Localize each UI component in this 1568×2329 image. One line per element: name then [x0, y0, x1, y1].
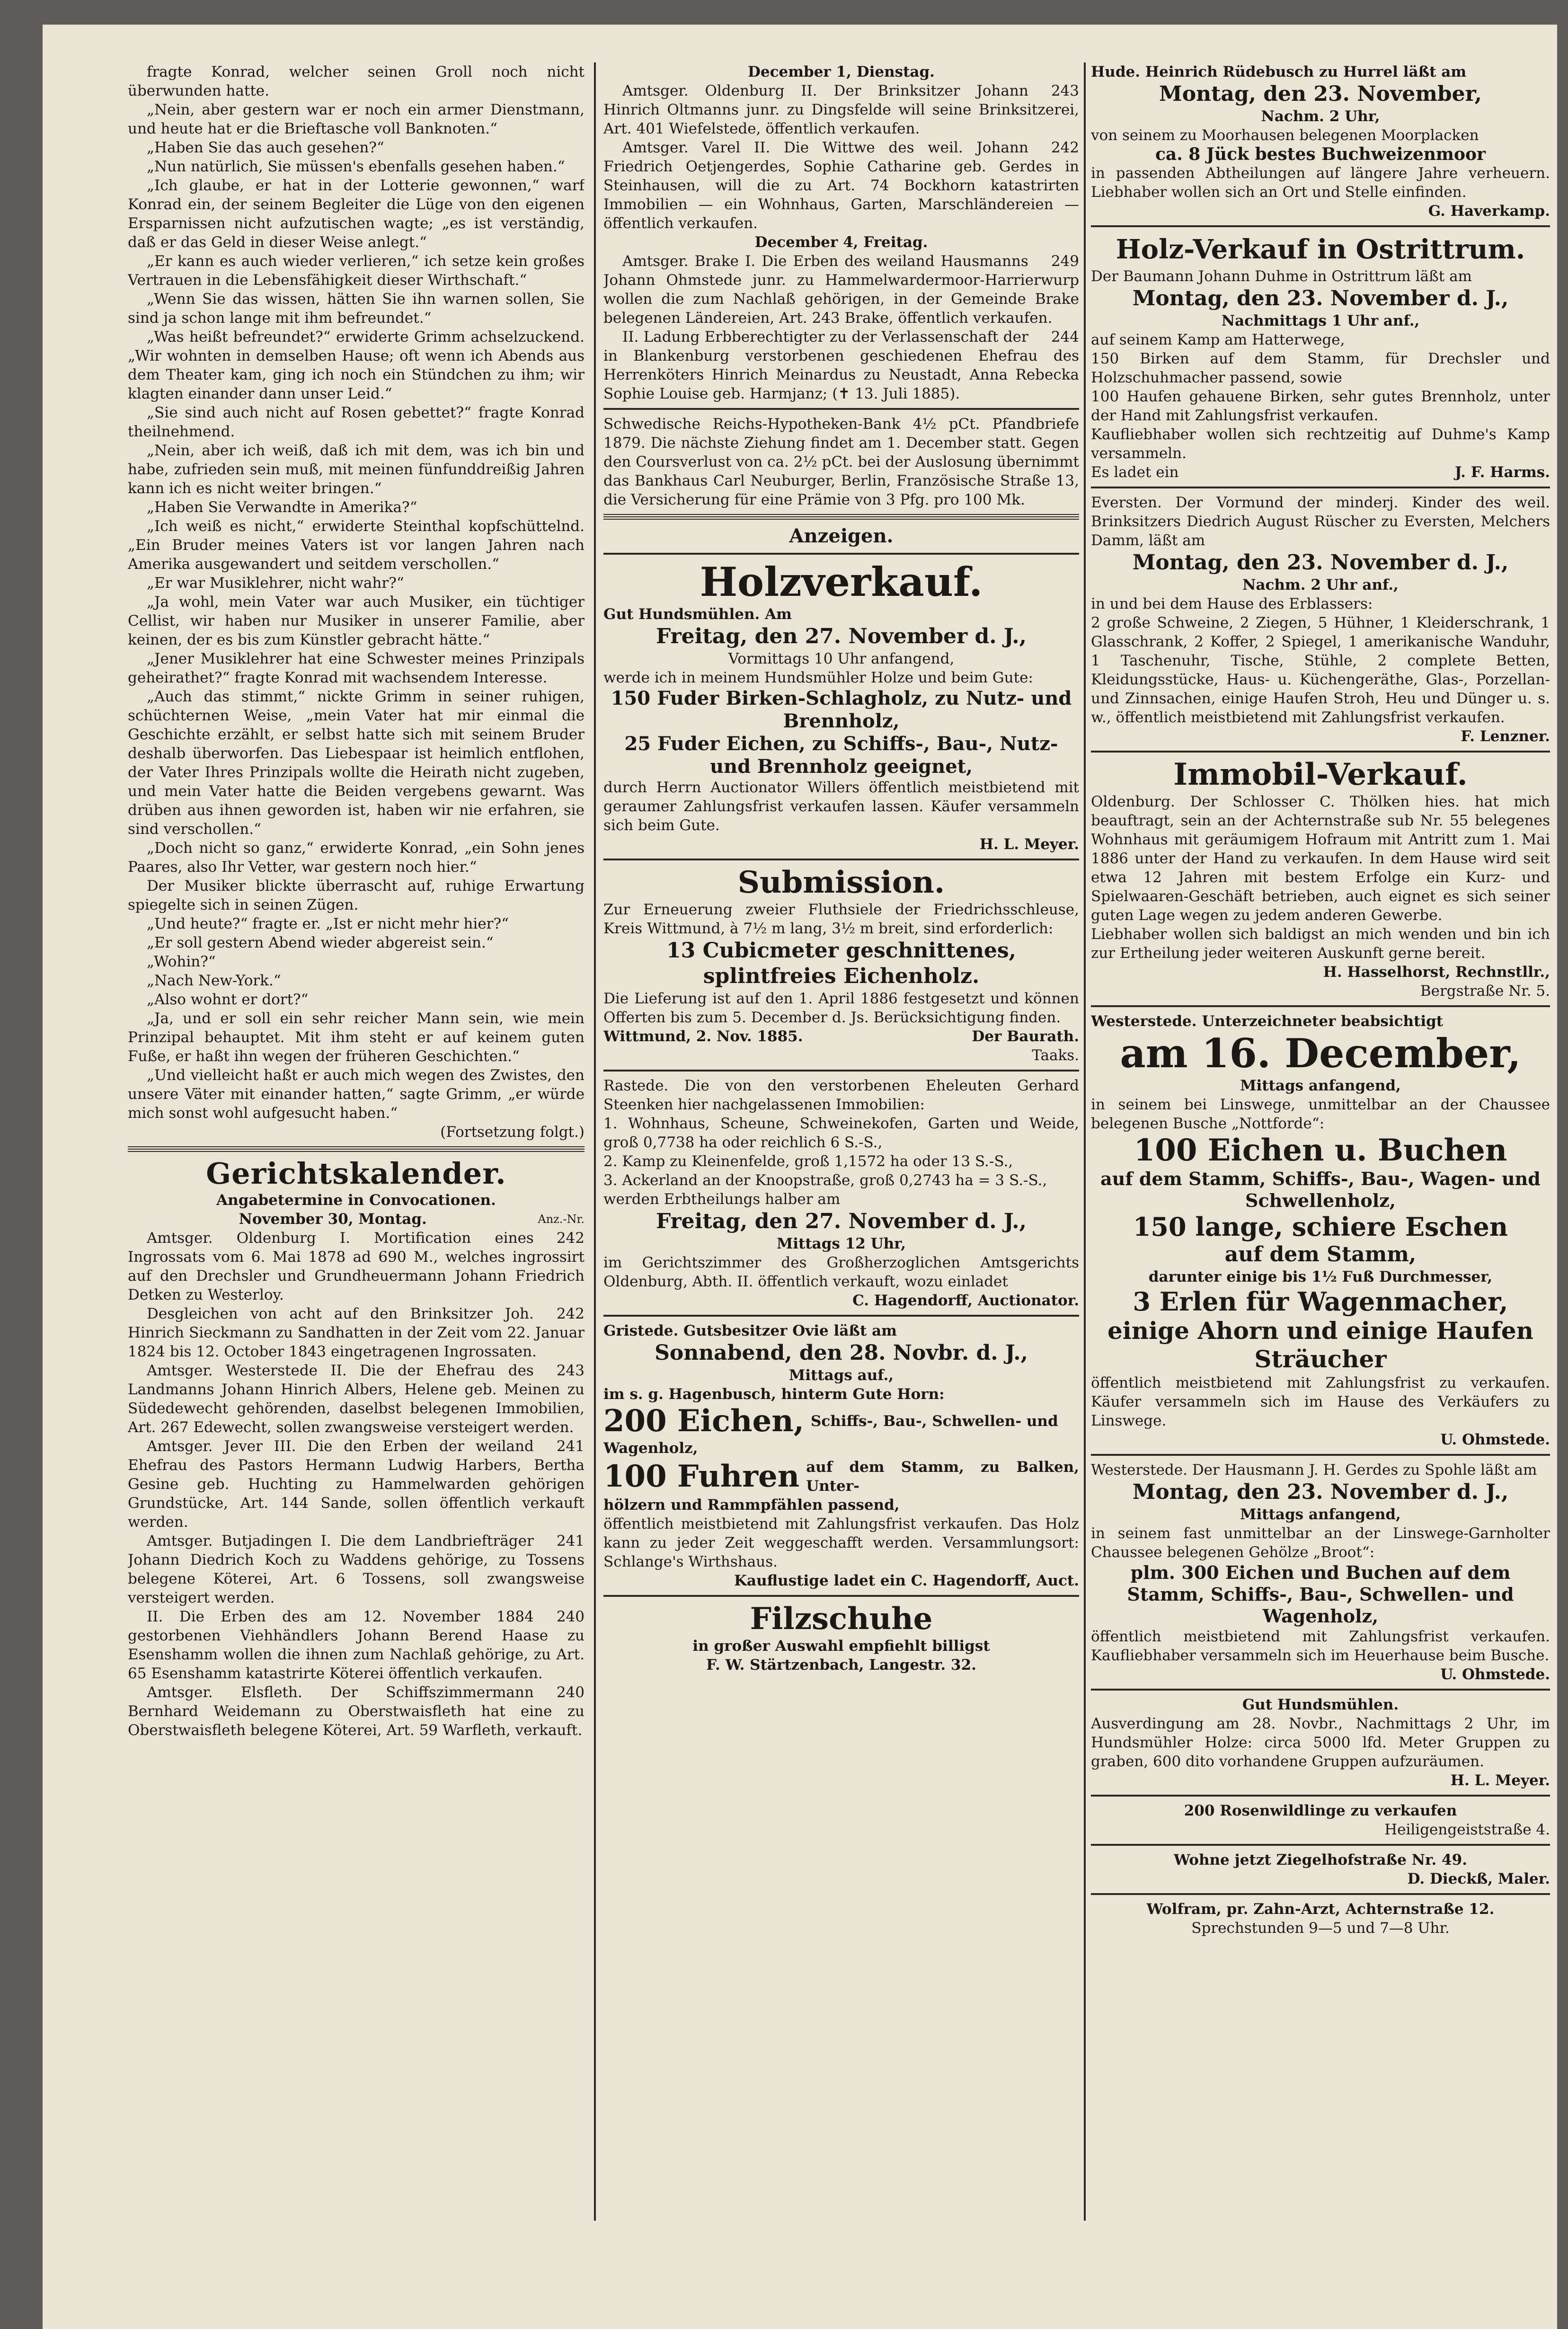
divider — [1091, 1844, 1550, 1846]
paragraph: „Ja wohl, mein Vater war auch Musiker, ein tüchtiger Cellist, wir haben nur Musiker in unserer Familie, aber keinen, der es bis zum Künstler gebracht hätte.“ — [128, 593, 585, 648]
hude-time: Nachm. 2 Uhr, — [1261, 108, 1380, 125]
eversten-items: 2 große Schweine, 2 Ziegen, 5 Hühner, 1 Kleiderschrank, 1 Glasschrank, 2 Koffer, 2 Spiegel, 1 amerikanische Wanduhr, 1 Taschenuhr, Tische, Stühle, 2 complete Betten, Kleidungsstücke, Haus- u. Küchengeräthe, Glas-, Porzellan- und Zinnsachen, einige Haufen Stroh, Heu und Dünger u. s. w., öffentlich meistbietend mit Zahlungsfrist verkaufen. — [1091, 614, 1550, 726]
property-sale-text: Liebhaber wollen sich baldigst an mich wenden und bin ich zur Ertheilung jeder weiteren Auskunft gerne bereit. — [1091, 926, 1550, 962]
divider — [603, 859, 1079, 860]
paragraph: „Sie sind auch nicht auf Rosen gebettet?“ fragte Konrad theilnehmend. — [128, 404, 585, 440]
westerstede-item: darunter einige bis 1½ Fuß Durchmesser, — [1148, 1268, 1493, 1285]
rastede-time: Mittags 12 Uhr, — [776, 1235, 906, 1252]
gristede-item-desc: Schiffs-, Bau-, Schwellen- und — [811, 1413, 1058, 1430]
dentist-ad: Wolfram, pr. Zahn-Arzt, Achternstraße 12. — [1146, 1901, 1495, 1918]
divider — [603, 553, 1079, 555]
westerstede-text: öffentlich meistbietend mit Zahlungsfrist zu verkaufen. Käufer versammeln sich im Hause des Verkäufers zu Linswege. — [1091, 1374, 1550, 1429]
wood-sale-item: 150 Fuder Birken-Schlagholz, zu Nutz- und Brennholz, — [611, 687, 1072, 732]
ostrittrum-text: Kaufliebhaber wollen sich rechtzeitig auf Duhme's Kamp versammeln. — [1091, 426, 1550, 462]
divider — [603, 1595, 1079, 1597]
ostrittrum-item: 100 Haufen gehauene Birken, sehr gutes Brennholz, unter der Hand mit Zahlungsfrist verkaufen. — [1091, 388, 1550, 424]
column-middle — [603, 62, 1079, 2221]
court-date: November 30, Montag. — [239, 1211, 427, 1228]
spohle-text: in seinem fast unmittelbar an der Linswege-Garnholter Chaussee belegenen Gehölze „Broot“: — [1091, 1525, 1550, 1561]
gristede-item-qty: 200 Eichen, — [603, 1403, 804, 1439]
westerstede-item: einige Ahorn und einige Haufen Sträucher — [1107, 1317, 1533, 1373]
submission-item: 13 Cubicmeter geschnittenes, splintfreies Eichenholz. — [666, 939, 1016, 988]
gristede-item-desc: auf dem Stamm, zu Balken, Unter- — [806, 1459, 1079, 1495]
spohle-item: plm. 300 Eichen und Buchen auf dem Stamm, Schiffs-, Bau-, Schwellen- und Wagenholz, — [1127, 1562, 1514, 1627]
paragraph: „Haben Sie Verwandte in Amerika?“ — [147, 499, 417, 516]
column-right — [1091, 62, 1550, 2221]
gristede-item — [603, 1458, 1079, 1496]
westerstede-date: am 16. December, — [1120, 1030, 1521, 1077]
gristede-item-qty: 100 Fuhren — [603, 1459, 800, 1494]
paragraph: Der Musiker blickte überrascht auf, ruhige Erwartung spiegelte sich in seinen Zügen. — [128, 877, 585, 913]
entry-text: Amtsger. Varel II. Die Wittwe des weil. Johann Friedrich Oetjengerdes, Sophie Catharine geb. Gerdes in Steinhausen, will die zu Art. 74 Bockhorn katastrirten Immobilien — ein Wohnhaus, Garten, Marschländereien — öffentlich verkaufen. — [603, 139, 1079, 232]
gristede-text: Gristede. Gutsbesitzer Ovie läßt am — [603, 1322, 897, 1339]
court-entry — [603, 252, 1079, 328]
entry-number: 243 — [1051, 82, 1079, 99]
property-sale-signature: H. Hasselhorst, Rechnstllr., — [1323, 964, 1550, 981]
wood-sale-title: Holzverkauf. — [700, 558, 983, 605]
paragraph: „Haben Sie das auch gesehen?“ — [147, 139, 384, 156]
court-entry — [128, 1607, 585, 1683]
gristede-item — [603, 1404, 1079, 1439]
paragraph: „Ich weiß es nicht,“ erwiderte Steinthal kopfschüttelnd. „Ein Bruder meines Vaters ist vor langen Jahren nach Amerika ausgewandert und seitdem verschollen.“ — [128, 518, 585, 573]
entry-text: Amtsger. Oldenburg I. Mortification eines Ingrossats vom 6. Mai 1878 ad 690 M., welches ingrossirt auf den Drechsler und Grundheuermann Johann Friedrich Detken zu Westerloy. — [128, 1230, 585, 1303]
eversten-date: Montag, den 23. November d. J., — [1132, 550, 1509, 575]
entry-text: Amtsger. Brake I. Die Erben des weiland Hausmanns Johann Ohmstede junr. zu Hammelwardermoor-Harrierwurp wollen die zum Nachlaß gehörigen, in der Gemeinde Brake belegenen Ländereien, Art. 243 Brake, öffentlich verkaufen. — [603, 253, 1079, 327]
gristede-signature: Kauflustige ladet ein C. Hagendorff, Auct. — [734, 1572, 1079, 1589]
hundsmuehlen-signature: H. L. Meyer. — [1450, 1772, 1550, 1789]
rastede-text: werden Erbtheilungs halber am — [603, 1191, 841, 1208]
entry-number: 240 — [556, 1684, 585, 1701]
paragraph: „Nach New-York.“ — [147, 972, 281, 989]
divider — [1091, 1893, 1550, 1895]
hude-text: in passenden Abtheilungen auf längere Jahre verheuern. Liebhaber wollen sich an Ort und Stelle einfinden. — [1091, 165, 1550, 201]
gristede-text: öffentlich meistbietend mit Zahlungsfrist verkaufen. Das Holz kann zu jeder Zeit weggeschafft werden. Versammlungsort: Schlange's Wirthshaus. — [603, 1515, 1079, 1570]
divider — [1091, 487, 1550, 488]
westerstede-text: Westerstede. Unterzeichneter beabsichtigt — [1091, 1013, 1444, 1030]
serial-story — [128, 62, 585, 1123]
roses-ad: 200 Rosenwildlinge zu verkaufen — [1184, 1802, 1457, 1819]
property-sale-title: Immobil-Verkauf. — [1173, 757, 1468, 792]
entry-text: Desgleichen von acht auf den Brinksitzer Joh. Hinrich Sieckmann zu Sandhatten in der Zeit vom 22. Januar 1824 bis 12. October 1843 eingetragenen Ingrossaten. — [128, 1305, 585, 1360]
wood-sale-line: Gut Hundsmühlen. Am — [603, 606, 792, 623]
wood-sale-signature: H. L. Meyer. — [979, 836, 1079, 853]
divider — [1091, 1005, 1550, 1007]
divider — [128, 1146, 585, 1152]
wood-sale-item: 25 Fuder Eichen, zu Schiffs-, Bau-, Nutz- und Brennholz geeignet, — [624, 733, 1058, 778]
court-calendar-subtitle: Angabetermine in Convocationen. — [216, 1192, 496, 1209]
rastede-text: im Gerichtszimmer des Großherzoglichen Amtsgerichts Oldenburg, Abth. II. öffentlich verkauft, wozu einladet — [603, 1254, 1079, 1290]
property-sale-address: Bergstraße Nr. 5. — [1420, 983, 1550, 1000]
hude-item: ca. 8 Jück bestes Buchweizenmoor — [1155, 144, 1486, 164]
dentist-hours: Sprechstunden 9—5 und 7—8 Uhr. — [1191, 1920, 1450, 1937]
eversten-signature: F. Lenzner. — [1461, 728, 1550, 745]
moved-ad: Wohne jetzt Ziegelhofstraße Nr. 49. — [1174, 1851, 1467, 1869]
westerstede-time: Mittags anfangend, — [1240, 1077, 1401, 1094]
entry-number: 249 — [1051, 253, 1079, 270]
rastede-items — [603, 1114, 1079, 1190]
column-left — [128, 62, 585, 2221]
divider — [603, 1070, 1079, 1072]
paragraph: „Doch nicht so ganz,“ erwiderte Konrad, „ein Sohn jenes Paares, also Ihr Vetter, war gestern noch hier.“ — [128, 840, 585, 876]
hundsmuehlen-text: Ausverdingung am 28. Novbr., Nachmittags 2 Uhr, im Hundsmühler Holze: circa 5000 lfd. Meter Gruppen zu graben, 600 dito vorhandene Gruppen aufzuräumen. — [1091, 1715, 1550, 1770]
westerstede-text: in seinem bei Linswege, unmittelbar an der Chaussee belegenen Busche „Nottforde“: — [1091, 1096, 1550, 1132]
paragraph: „Wenn Sie das wissen, hätten Sie ihn warnen sollen, Sie sind ja schon lange mit ihm befreundet.“ — [128, 291, 585, 327]
court-entry — [128, 1532, 585, 1607]
rastede-text: Rastede. Die von den verstorbenen Eheleuten Gerhard Steenken hier nachgelassenen Immobilien: — [603, 1077, 1079, 1113]
gristede-text: im s. g. Hagenbusch, hinterm Gute Horn: — [603, 1386, 945, 1403]
entry-text: II. Die Erben des am 12. November 1884 gestorbenen Viehhändlers Johann Berend Haase zu Esenshamm wollen die ihnen zum Nachlaß gehörige, zu Art. 65 Esenshamm katastrirte Köterei öffentlich verkaufen. — [128, 1608, 585, 1682]
entry-number: 242 — [556, 1230, 585, 1247]
divider — [1091, 1689, 1550, 1691]
entry-number: 241 — [556, 1438, 585, 1455]
court-date-note: Anz.-Nr. — [538, 1213, 585, 1226]
wood-sale-date: Freitag, den 27. November d. J., — [656, 624, 1027, 648]
hude-text: Hude. Heinrich Rüdebusch zu Hurrel läßt am — [1091, 63, 1467, 80]
eversten-time: Nachm. 2 Uhr anf., — [1242, 576, 1399, 593]
paragraph: „Und vielleicht haßt er auch mich wegen des Zwistes, den unsere Väter mit einander hatten,“ sagte Grimm, „er würde mich sonst wohl aufgesucht haben.“ — [128, 1067, 585, 1122]
paragraph: „Ich glaube, er hat in der Lotterie gewonnen,“ warf Konrad ein, der seinem Begleiter die Lüge von den eigenen Ersparnissen nicht aufzutischen wagte; „es ist verständig, daß er das Geld in dieser Weise anlegt.“ — [128, 177, 585, 251]
paragraph: 3. Ackerland an der Knoopstraße, groß 0,2743 ha = 3 S.-S., — [603, 1172, 1047, 1189]
paragraph: „Ja, und er soll ein sehr reicher Mann sein, wie mein Prinzipal behauptet. Mit ihm steht er auf keinem guten Fuße, er haßt ihn wegen der früheren Geschichten.“ — [128, 1010, 585, 1065]
submission-sign: Taaks. — [1032, 1047, 1079, 1064]
divider — [1091, 1795, 1550, 1797]
spohle-signature: U. Ohmstede. — [1440, 1666, 1550, 1683]
hude-date: Montag, den 23. November, — [1159, 82, 1482, 106]
entry-number: 244 — [1051, 328, 1079, 345]
divider — [603, 514, 1079, 520]
ostrittrum-title: Holz-Verkauf in Ostrittrum. — [1116, 234, 1525, 265]
entry-text: Amtsger. Westerstede II. Die der Ehefrau des Landmanns Johann Hinrich Albers, Helene geb. Meinen zu Südedewecht gehörenden, daselbst belegenen Immobilien, Art. 267 Edewecht, sollen zwangsweise versteigert werden. — [128, 1362, 585, 1436]
spohle-text: öffentlich meistbietend mit Zahlungsfrist verkaufen. Kaufliebhaber versammeln sich im Heuerhause beim Busche. — [1091, 1628, 1550, 1664]
eversten-text: in und bei dem Hause des Erblassers: — [1091, 595, 1373, 612]
ostrittrum-sign-label: Es ladet ein — [1091, 464, 1179, 481]
court-entry — [128, 1683, 585, 1740]
paragraph: „Und heute?“ fragte er. „Ist er nicht mehr hier?“ — [147, 915, 509, 932]
story-continued: (Fortsetzung folgt.) — [440, 1124, 585, 1141]
wood-sale-time: Vormittags 10 Uhr anfangend, — [728, 650, 955, 667]
ostrittrum-text: Der Baumann Johann Duhme in Ostrittrum läßt am — [1091, 268, 1472, 285]
entry-number: 240 — [556, 1608, 585, 1625]
westerstede-item: auf dem Stamm, — [1224, 1242, 1417, 1266]
court-entry — [603, 328, 1079, 403]
court-calendar-title: Gerichtskalender. — [206, 1156, 506, 1191]
court-date: December 1, Dienstag. — [748, 63, 935, 80]
spohle-text: Westerstede. Der Hausmann J. H. Gerdes zu Spohle läßt am — [1091, 1461, 1537, 1479]
submission-sign-row — [603, 1027, 1079, 1046]
paragraph: „Auch das stimmt,“ nickte Grimm in seiner ruhigen, schüchternen Weise, „mein Vater hat mir einmal die Geschichte erzählt, er selbst hatte sich mit seinem Bruder deshalb überworfen. Das Liebespaar ist heimlich entflohen, der Vater Ihres Prinzipals wollte die Heirath nicht zugeben, und mein Vater hatte die Beiden vergebens gewarnt. Was drüben aus ihnen geworden ist, haben wir nie erfahren, sie sind verschollen.“ — [128, 688, 585, 838]
divider — [1091, 1454, 1550, 1456]
ostrittrum-date: Montag, den 23. November d. J., — [1132, 286, 1509, 310]
westerstede-signature: U. Ohmstede. — [1440, 1431, 1550, 1448]
westerstede-item: 100 Eichen u. Buchen — [1134, 1133, 1507, 1168]
submission-place: Wittmund, 2. Nov. 1885. — [603, 1028, 803, 1045]
entry-text: Amtsger. Butjadingen I. Die dem Landbriefträger Johann Diedrich Koch zu Waddens gehörige, zu Tossens belegene Köterei, Art. 6 Tossens, soll zwangsweise versteigert werden. — [128, 1532, 585, 1606]
entry-text: II. Ladung Erbberechtigter zu der Verlassenschaft der in Blankenburg verstorbenen geschiedenen Ehefrau des Herrenköters Hinrich Meinardus zu Neustadt, Anna Rebecka Sophie Louise geb. Harmjanz; (✝ 13. Juli 1885). — [603, 328, 1079, 402]
ostrittrum-time: Nachmittags 1 Uhr anf., — [1221, 312, 1420, 329]
spohle-date: Montag, den 23. November d. J., — [1132, 1480, 1509, 1504]
hude-text: von seinem zu Moorhausen belegenen Moorplacken — [1091, 127, 1479, 144]
court-entry — [603, 81, 1079, 138]
ads-heading: Anzeigen. — [789, 525, 894, 547]
rastede-date: Freitag, den 27. November d. J., — [656, 1209, 1027, 1233]
entry-number: 241 — [556, 1532, 585, 1550]
court-entry — [128, 1437, 585, 1532]
submission-text: Die Lieferung ist auf den 1. April 1886 festgesetzt und können Offerten bis zum 5. December d. Js. Berücksichtigung finden. — [603, 990, 1079, 1026]
felt-shoes-text: in großer Auswahl empfiehlt billigst — [692, 1638, 990, 1655]
gristede-date: Sonnabend, den 28. Novbr. d. J., — [655, 1341, 1028, 1365]
eversten-text: Eversten. Der Vormund der minderj. Kinder des weil. Brinksitzers Diedrich August Rüscher zu Eversten, Melchers Damm, läßt am — [1091, 494, 1550, 549]
entry-number: 242 — [556, 1305, 585, 1322]
ostrittrum-text: auf seinem Kamp am Hatterwege, — [1091, 331, 1345, 348]
entry-number: 243 — [556, 1362, 585, 1379]
felt-shoes-signature: F. W. Stärtzenbach, Langestr. 32. — [706, 1656, 976, 1674]
entry-text: Amtsger. Elsfleth. Der Schiffszimmermann Bernhard Weidemann zu Oberstwaisfleth hat eine zu Oberstwaisfleth belegene Köterei, Art. 59 Warfleth, verkauft. — [128, 1684, 585, 1739]
paragraph: „Nein, aber gestern war er noch ein armer Dienstmann, und heute hat er die Brieftasche voll Banknoten.“ — [128, 101, 585, 137]
bank-notice: Schwedische Reichs-Hypotheken-Bank 4½ pCt. Pfandbriefe 1879. Die nächste Ziehung findet am 1. December statt. Gegen den Coursverlust von ca. 2½ pCt. bei der Auslosung übernimmt das Bankhaus Carl Neuburger, Berlin, Französische Straße 13, die Versicherung für eine Prämie von 3 Pfg. pro 100 Mk. — [603, 416, 1079, 508]
westerstede-item: 150 lange, schiere Eschen — [1133, 1212, 1508, 1242]
paragraph: „Also wohnt er dort?“ — [147, 991, 309, 1008]
court-date: December 4, Freitag. — [754, 234, 928, 251]
court-entries — [603, 252, 1079, 403]
submission-sign: Der Baurath. — [972, 1028, 1079, 1045]
paragraph: fragte Konrad, welcher seinen Groll noch nicht überwunden hatte. — [128, 63, 585, 99]
gristede-item-desc: Wagenholz, — [603, 1440, 698, 1457]
paragraph: „Jener Musiklehrer hat eine Schwester meines Prinzipals geheirathet?“ fragte Konrad mit wachsendem Interesse. — [128, 650, 585, 686]
entry-number: 242 — [1051, 139, 1079, 156]
court-entry — [128, 1304, 585, 1361]
roses-address: Heiligengeiststraße 4. — [1384, 1821, 1550, 1838]
divider — [603, 408, 1079, 410]
westerstede-item: 3 Erlen für Wagenmacher, — [1133, 1286, 1508, 1317]
column-rule — [1084, 62, 1086, 2221]
court-entry — [128, 1229, 585, 1304]
felt-shoes-title: Filzschuhe — [750, 1601, 933, 1637]
wood-sale-text: werde ich in meinem Hundsmühler Holze und beim Gute: — [603, 669, 1033, 686]
westerstede-item: auf dem Stamm, Schiffs-, Bau-, Wagen- und Schwellenholz, — [1100, 1168, 1541, 1211]
property-sale-text: Oldenburg. Der Schlosser C. Thölken hies. hat mich beauftragt, sein an der Achternstraße sub Nr. 55 belegenes Wohnhaus mit geräumigem Hofraum mit Antritt zum 1. Mai 1886 unter der Hand zu verkaufen. In dem Hause wird seit etwa 12 Jahren mit bestem Erfolge ein Kurz- und Spielwaaren-Geschäft betrieben, auch eignet es sich seiner guten Lage wegen zu jedem anderen Gewerbe. — [1091, 793, 1550, 924]
hude-signature: G. Haverkamp. — [1428, 203, 1550, 220]
court-date-row — [128, 1210, 585, 1229]
court-entry — [128, 1361, 585, 1437]
submission-title: Submission. — [737, 865, 945, 900]
gristede-time: Mittags auf., — [788, 1367, 894, 1384]
court-entries — [603, 81, 1079, 233]
paragraph: 1. Wohnhaus, Scheune, Schweinekofen, Garten und Weide, groß 0,7738 ha oder reichlich 6 S.-S., — [603, 1115, 1079, 1151]
submission-text: Zur Erneuerung zweier Fluthsiele der Friedrichsschleuse, Kreis Wittmund, à 7½ m lang, 3½ m breit, sind erforderlich: — [603, 901, 1079, 937]
ostrittrum-sign-row — [1091, 463, 1550, 482]
paragraph: „Wohin?“ — [147, 953, 216, 970]
paragraph: „Er kann es auch wieder verlieren,“ ich setze kein großes Vertrauen in die Lebensfähigkeit dieser Wirthschaft.“ — [128, 253, 585, 289]
hundsmuehlen-title: Gut Hundsmühlen. — [1242, 1696, 1399, 1713]
paragraph: „Nein, aber ich weiß, daß ich mit dem, was ich bin und habe, zufrieden sein muß, mit meinen fünfunddreißig Jahren kann ich es nicht weiter bringen.“ — [128, 442, 585, 497]
entry-text: Amtsger. Oldenburg II. Der Brinksitzer Johann Hinrich Oltmanns junr. zu Dingsfelde will seine Brinksitzerei, Art. 401 Wiefelstede, öffentlich verkaufen. — [603, 82, 1079, 137]
entry-text: Amtsger. Jever III. Die den Erben der weiland Ehefrau des Pastors Hermann Ludwig Harbers, Bertha Gesine geb. Huchting zu Hammelwarden gehörigen Grundstücke, Art. 144 Sande, sollen öffentlich verkauft werden. — [128, 1438, 585, 1531]
paragraph: „Was heißt befreundet?“ erwiderte Grimm achselzuckend. „Wir wohnten in demselben Hause; oft wenn ich Abends aus dem Theater kam, ging ich noch ein Stündchen zu ihm; wir klagten einander dann unser Leid.“ — [128, 328, 585, 402]
newspaper-page — [43, 25, 1557, 2329]
paragraph: „Nun natürlich, Sie müssen's ebenfalls gesehen haben.“ — [147, 158, 565, 175]
rastede-signature: C. Hagendorff, Auctionator. — [852, 1292, 1079, 1309]
ostrittrum-signature: J. F. Harms. — [1454, 464, 1550, 481]
court-entry — [603, 138, 1079, 233]
divider — [1091, 751, 1550, 753]
column-rule — [594, 62, 596, 2221]
ostrittrum-item: 150 Birken auf dem Stamm, für Drechsler und Holzschuhmacher passend, sowie — [1091, 350, 1550, 386]
paragraph: „Er soll gestern Abend wieder abgereist sein.“ — [147, 934, 494, 951]
spohle-time: Mittags anfangend, — [1240, 1506, 1401, 1523]
divider — [1091, 225, 1550, 227]
court-entries — [128, 1229, 585, 1740]
divider — [603, 1315, 1079, 1317]
paragraph: „Er war Musiklehrer, nicht wahr?“ — [147, 575, 404, 592]
paragraph: 2. Kamp zu Kleinenfelde, groß 1,1572 ha oder 13 S.-S., — [603, 1153, 1013, 1170]
gristede-item-desc: hölzern und Rammpfählen passend, — [603, 1497, 900, 1514]
wood-sale-text: durch Herrn Auctionator Willers öffentlich meistbietend mit geraumer Zahlungsfrist verkaufen lassen. Käufer versammeln sich beim Gute. — [603, 779, 1079, 834]
moved-signature: D. Dieckß, Maler. — [1407, 1870, 1550, 1887]
